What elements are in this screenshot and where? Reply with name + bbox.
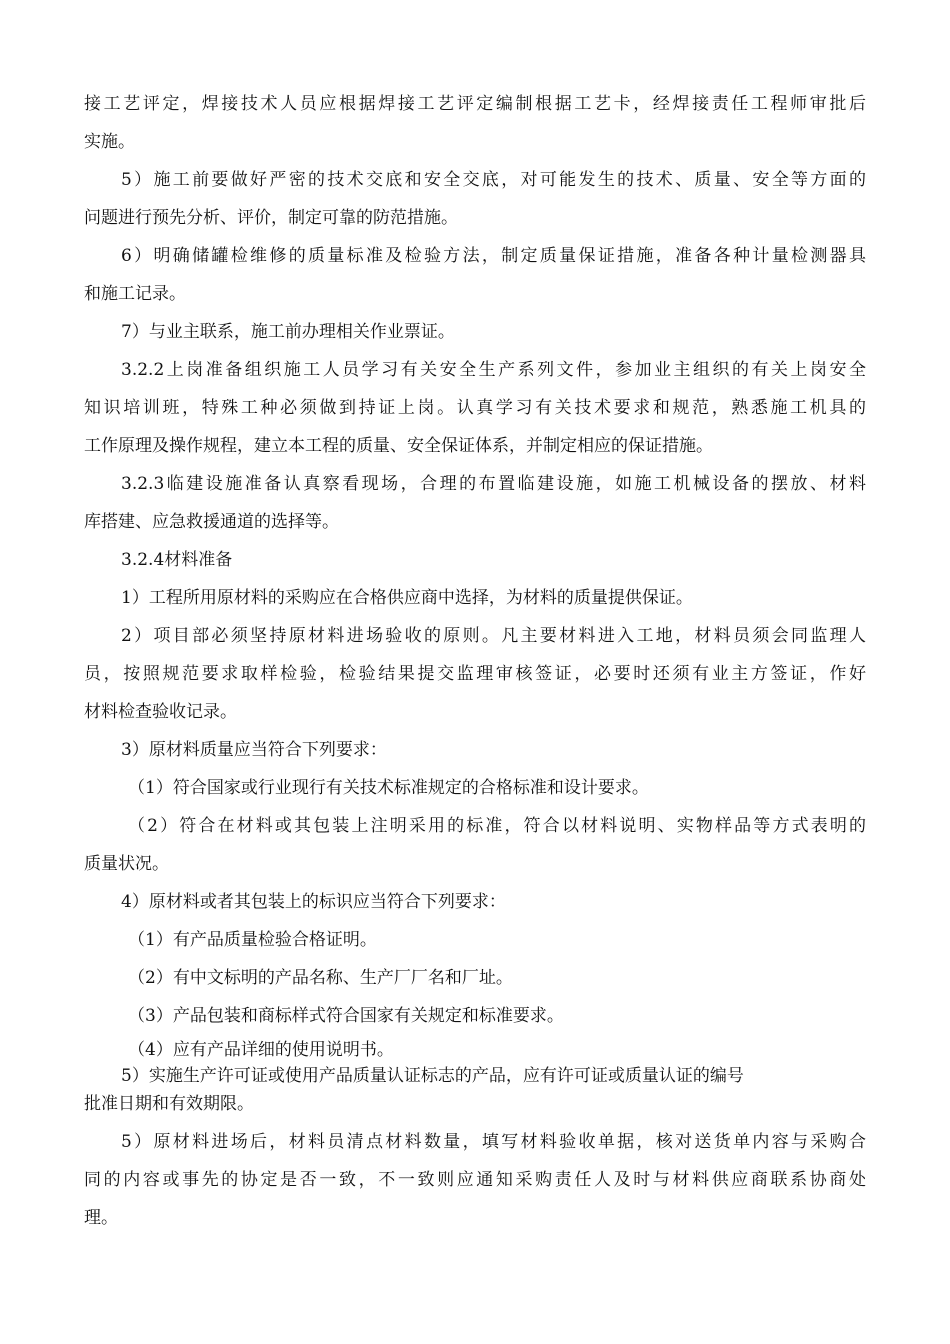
text-line: 问题进行预先分析、评价，制定可靠的防范措施。: [84, 208, 458, 228]
text-line: 1）工程所用原材料的采购应在合格供应商中选择，为材料的质量提供保证。: [121, 588, 693, 608]
text-line: 4）原材料或者其包装上的标识应当符合下列要求：: [121, 892, 506, 912]
text-line: （1）符合国家或行业现行有关技术标准规定的合格标准和设计要求。: [128, 778, 649, 798]
text-line: 2）项目部必须坚持原材料进场验收的原则。凡主要材料进入工地，材料员须会同监理人: [121, 626, 866, 646]
text-line: 接工艺评定，焊接技术人员应根据焊接工艺评定编制根据工艺卡，经焊接责任工程师审批后: [84, 94, 866, 114]
text-line: 和施工记录。: [84, 284, 186, 304]
text-line: 工作原理及操作规程，建立本工程的质量、安全保证体系，并制定相应的保证措施。: [84, 436, 713, 456]
text-line: （1）有产品质量检验合格证明。: [128, 930, 377, 950]
text-line: 质量状况。: [84, 854, 169, 874]
text-line: 库搭建、应急救援通道的选择等。: [84, 512, 339, 532]
text-line: （2）符合在材料或其包装上注明采用的标准，符合以材料说明、实物样品等方式表明的: [128, 816, 866, 836]
text-line: 5）施工前要做好严密的技术交底和安全交底，对可能发生的技术、质量、安全等方面的: [121, 170, 866, 190]
text-line: 6）明确储罐检维修的质量标准及检验方法，制定质量保证措施，准备各种计量检测器具: [121, 246, 866, 266]
text-line: 7）与业主联系，施工前办理相关作业票证。: [121, 322, 455, 342]
text-line: 员，按照规范要求取样检验，检验结果提交监理审核签证，必要时还须有业主方签证，作好: [84, 664, 866, 684]
text-line: 3.2.3临建设施准备认真察看现场，合理的布置临建设施，如施工机械设备的摆放、材料: [121, 474, 866, 494]
text-line: 知识培训班，特殊工种必须做到持证上岗。认真学习有关技术要求和规范，熟悉施工机具的: [84, 398, 866, 418]
text-line: 实施。: [84, 132, 135, 152]
text-line: 理。: [84, 1208, 118, 1228]
text-line: （2）有中文标明的产品名称、生产厂厂名和厂址。: [128, 968, 513, 988]
text-line: 3.2.2上岗准备组织施工人员学习有关安全生产系列文件，参加业主组织的有关上岗安全: [121, 360, 866, 380]
text-line: 3）原材料质量应当符合下列要求：: [121, 740, 387, 760]
text-line: （3）产品包装和商标样式符合国家有关规定和标准要求。: [128, 1006, 564, 1026]
text-line: 批准日期和有效期限。: [84, 1094, 254, 1114]
text-line: 5）实施生产许可证或使用产品质量认证标志的产品，应有许可证或质量认证的编号: [121, 1066, 744, 1086]
text-line: 3.2.4材料准备: [121, 550, 233, 570]
text-line: 同的内容或事先的协定是否一致，不一致则应通知采购责任人及时与材料供应商联系协商处: [84, 1170, 866, 1190]
text-line: （4）应有产品详细的使用说明书。: [128, 1040, 394, 1060]
text-line: 材料检查验收记录。: [84, 702, 237, 722]
text-line: 5）原材料进场后，材料员清点材料数量，填写材料验收单据，核对送货单内容与采购合: [121, 1132, 866, 1152]
